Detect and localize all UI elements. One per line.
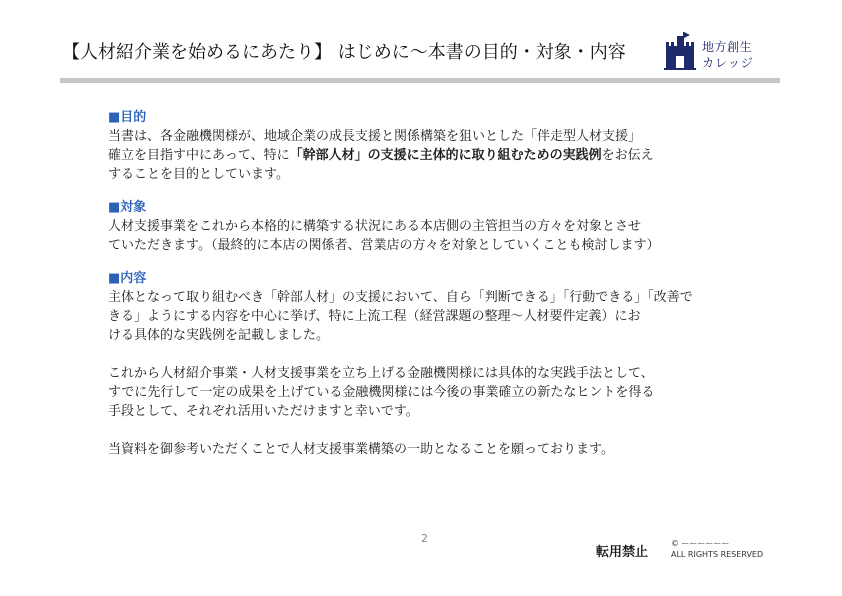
text-segment: 確立を目指す中にあって、特に xyxy=(108,148,290,163)
text-line: 人材支援事業をこれから本格的に構築する状況にある本店側の主管担当の方々を対象とさせ xyxy=(108,219,642,234)
text-line: これから人材紹介事業・人材支援事業を立ち上げる金融機関様には具体的な実践手法として、 xyxy=(108,366,654,381)
castle-icon xyxy=(662,32,698,70)
section-body-contents xyxy=(108,288,718,345)
text-line: することを目的としています。 xyxy=(108,167,289,182)
section-body-purpose xyxy=(108,127,718,184)
text-line: きる」ようにする内容を中心に挙げ、特に上流工程（経営課題の整理～人材要件定義）にお xyxy=(108,309,641,324)
main-content xyxy=(108,108,718,459)
logo xyxy=(662,32,772,72)
page-title: 【人材紹介業を始めるにあたり】 はじめに～本書の目的・対象・内容 xyxy=(62,42,626,63)
text-line xyxy=(108,146,718,165)
page-number: 2 xyxy=(421,532,428,545)
closing-paragraph xyxy=(108,364,718,421)
logo-text-bottom: カレッジ xyxy=(702,56,754,70)
section-purpose xyxy=(108,108,718,184)
text-segment: をお伝え xyxy=(601,148,654,163)
text-line: 手段として、それぞれ活用いただけますと幸いです。 xyxy=(108,404,419,419)
emphasized-text: 「幹部人材」の支援に主体的に取り組むための実践例 xyxy=(289,148,602,163)
no-reuse-notice: 転用禁止 xyxy=(596,545,649,560)
section-heading-contents: ■内容 xyxy=(108,271,147,286)
section-target xyxy=(108,198,718,255)
logo-text-top: 地方創生 xyxy=(702,40,753,54)
closing-statement xyxy=(108,440,718,459)
section-contents xyxy=(108,269,718,345)
text-line: 主体となって取り組むべき「幹部人材」の支援において、自ら「判断できる」「行動できる」「改善で xyxy=(108,290,693,305)
text-line: 当資料を御参考いただくことで人材支援事業構築の一助となることを願っております。 xyxy=(108,442,614,457)
text-line: ける具体的な実践例を記載しました。 xyxy=(108,328,330,343)
text-line: すでに先行して一定の成果を上げている金融機関様には今後の事業確立の新たなヒントを得る xyxy=(108,385,655,400)
text-line: 当書は、各金融機関様が、地域企業の成長支援と関係構築を狙いとした「伴走型人材支援」 xyxy=(108,129,642,144)
section-body-target xyxy=(108,217,718,255)
section-heading-target: ■対象 xyxy=(108,200,147,215)
spacer xyxy=(108,421,718,440)
text-line: ていただきます。（最終的に本店の関係者、営業店の方々を対象としていくことも検討します） xyxy=(108,238,660,253)
copyright-line: © ーーーーーー xyxy=(671,539,730,548)
header-divider xyxy=(60,78,780,83)
rights-reserved: ALL RIGHTS RESERVED xyxy=(671,550,764,559)
section-heading-purpose: ■目的 xyxy=(108,110,147,125)
copyright-notice xyxy=(671,538,763,560)
